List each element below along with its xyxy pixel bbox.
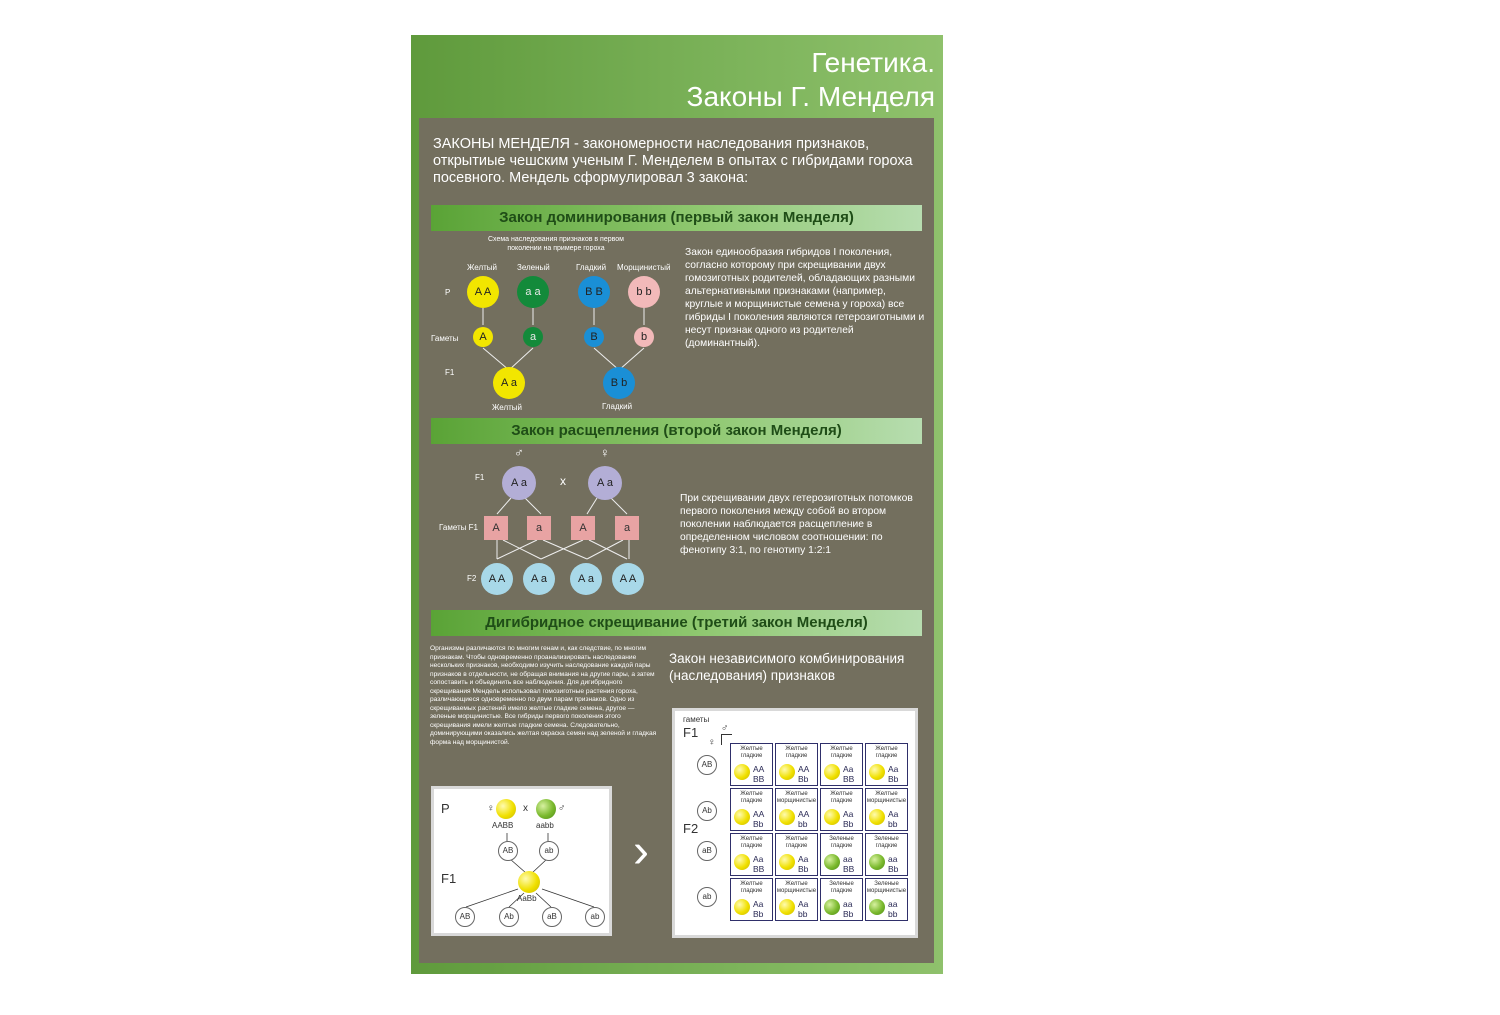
f2-offspring-circle: A A: [481, 563, 513, 595]
hybrid-pea-icon: [518, 871, 540, 893]
scheme-male-symbol: ♂: [558, 803, 566, 814]
law3-heading: Дигибридное скрещивание (третий закон Менделя): [431, 610, 922, 636]
punnett-cell-genotype: aa Bb: [843, 899, 854, 919]
content-panel: [419, 118, 934, 963]
title-line-2: Законы Г. Менделя: [686, 81, 935, 112]
punnett-cell-phenotype: Желтые морщинистые: [776, 791, 817, 804]
punnett-cell: [730, 878, 773, 921]
punnett-cell-phenotype: Желтые гладкие: [785, 836, 808, 849]
yellow-pea-icon: [779, 764, 795, 780]
punnett-gametes-label: гаметы: [683, 715, 710, 724]
law2-text: При скрещивании двух гетерозиготных потомков первого поколения между собой во втором поколении наблюдается расщепление в определенном числовом соотношении: по фенотипу 3:1, по генотипу 1:2:1: [680, 493, 913, 556]
cross-sign: x: [560, 474, 566, 488]
punnett-cell: [865, 878, 908, 921]
f2-offspring-circle: A A: [612, 563, 644, 595]
f1-yellow-label: Желтый: [492, 403, 523, 412]
punnett-f2-label: F2: [683, 821, 699, 836]
punnett-cell-genotype: Aa Bb: [888, 764, 899, 784]
punnett-cell: [820, 788, 863, 831]
parent2-genotype: aabb: [536, 821, 554, 830]
f1-gamete-circle: AB: [455, 907, 475, 927]
trait-green-label: Зеленый: [517, 263, 550, 272]
punnett-cell-genotype: aa BB: [843, 854, 855, 874]
green-pea-icon: [536, 799, 556, 819]
male-symbol: ♂: [514, 445, 524, 460]
parent-yellow-circle: A A: [467, 276, 499, 308]
punnett-cell-phenotype: Желтые гладкие: [875, 746, 898, 759]
punnett-cell-phenotype: Зеленые морщинистые: [866, 881, 907, 894]
punnett-cell: [730, 743, 773, 786]
punnett-cell-phenotype: Желтые гладкие: [785, 746, 808, 759]
punnett-cell: [730, 833, 773, 876]
trait-yellow-label: Желтый: [467, 263, 498, 272]
punnett-cell: [820, 743, 863, 786]
punnett-cell-phenotype: Желтые гладкие: [740, 881, 763, 894]
law2-row-f2: F2: [467, 574, 477, 583]
yellow-pea-icon: [734, 854, 750, 870]
punnett-cell-phenotype: Желтые гладкие: [830, 791, 853, 804]
punnett-cell-genotype: Aa Bb: [753, 899, 764, 919]
law3-text: Организмы различаются по многим генам и, как следствие, по многим признакам. Чтобы одновременно проанализировать наследование нескольких признаков, необходимо изучить наследование каждой пары признаков в отдельности, не обращая внимания на другие пары, а затем сопоставить и объединить все наблюдения. Для дигибридного скрещивания Мендель использовал гомозиготные растения гороха, различающиеся одновременно по двум парам признаков. Одно из скрещиваемых растений имело желтые гладкие семена, другое — зеленые морщинистые. Все гибриды первого поколения этого скрещивания имели желтые гладкие семена. Следовательно, доминирующими оказались желтая окраска семян над зеленой и гладкая форма над морщинистой.: [430, 645, 657, 746]
yellow-pea-icon: [779, 854, 795, 870]
law3-law-name: Закон независимого комбинирования (наследования) признаков: [669, 651, 905, 683]
law2-row-f1: F1: [475, 473, 485, 482]
punnett-cell-phenotype: Зеленые гладкие: [829, 881, 854, 894]
yellow-pea-icon: [734, 809, 750, 825]
f2-offspring-circle: A a: [523, 563, 555, 595]
punnett-cell: [820, 833, 863, 876]
punnett-cell-phenotype: Желтые морщинистые: [776, 881, 817, 894]
punnett-row-gamete: AB: [697, 755, 717, 775]
scheme-female-symbol: ♀: [487, 803, 495, 814]
punnett-f1-label: F1: [683, 725, 699, 740]
punnett-cell-phenotype: Желтые гладкие: [740, 836, 763, 849]
yellow-pea-icon: [779, 899, 795, 915]
trait-smooth-label: Гладкий: [576, 263, 607, 272]
parent-smooth-circle: B B: [578, 276, 610, 308]
green-pea-icon: [824, 854, 840, 870]
punnett-cell-genotype: Aa Bb: [798, 854, 809, 874]
law1-scheme-caption: Схема наследования признаков в первом поколении на примере гороха: [488, 236, 624, 252]
trait-wrinkled-label: Морщинистый: [617, 263, 671, 272]
scheme-gamete-circle: ab: [539, 841, 559, 861]
row-gametes-label: Гаметы: [431, 334, 459, 343]
poster: [411, 35, 943, 974]
punnett-cell: [775, 788, 818, 831]
gamete-b-circle: b: [634, 327, 654, 347]
f1-smooth-circle: B b: [603, 367, 635, 399]
scheme-gamete-circle: AB: [498, 841, 518, 861]
punnett-cell: [820, 878, 863, 921]
punnett-cell: [775, 878, 818, 921]
punnett-cell-genotype: Aa Bb: [843, 809, 854, 829]
f1-yellow-circle: A a: [493, 367, 525, 399]
arrow-right-icon: ›: [633, 825, 649, 878]
f2-offspring-circle: A a: [570, 563, 602, 595]
punnett-box: [672, 708, 918, 938]
row-p-label: P: [445, 288, 451, 297]
f1-gamete-circle: Ab: [499, 907, 519, 927]
gamete-A-circle: A: [473, 327, 493, 347]
punnett-row-gamete: ab: [697, 887, 717, 907]
yellow-pea-icon: [496, 799, 516, 819]
yellow-pea-icon: [779, 809, 795, 825]
scheme-f1-label: F1: [441, 871, 457, 886]
yellow-pea-icon: [824, 809, 840, 825]
yellow-pea-icon: [734, 899, 750, 915]
f1-gamete-circle: ab: [585, 907, 605, 927]
f1-smooth-label: Гладкий: [602, 402, 633, 411]
punnett-cell-phenotype: Желтые гладкие: [740, 746, 763, 759]
gamete-B-circle: B: [584, 327, 604, 347]
punnett-cell: [865, 788, 908, 831]
row-f1-label: F1: [445, 368, 455, 377]
punnett-cell-genotype: Aa bb: [888, 809, 899, 829]
f1-parent-2: A a: [588, 466, 622, 500]
intro-text: ЗАКОНЫ МЕНДЕЛЯ - закономерности наследования признаков, открытиые чешским ученым Г. Менделем в опытах с гибридами гороха посевного. Мендель сформулировал 3 закона:: [433, 136, 913, 186]
gamete-square: a: [615, 516, 639, 540]
punnett-row-gamete: aB: [697, 841, 717, 861]
gamete-square: A: [571, 516, 595, 540]
punnett-cell-phenotype: Желтые гладкие: [830, 746, 853, 759]
punnett-cell: [775, 743, 818, 786]
female-symbol: ♀: [600, 445, 610, 460]
scheme-cross-sign: x: [523, 803, 528, 814]
green-pea-icon: [824, 899, 840, 915]
punnett-cell-phenotype: Зеленые гладкие: [874, 836, 899, 849]
punnett-cell: [730, 788, 773, 831]
gamete-square: A: [484, 516, 508, 540]
punnett-cell-genotype: aa bb: [888, 899, 898, 919]
parent-wrinkled-circle: b b: [628, 276, 660, 308]
yellow-pea-icon: [824, 764, 840, 780]
law1-text: Закон единообразия гибридов I поколения, согласно которому при скрещивании двух гомозиготных родителей, обладающих разными альтернативными признаками (например, круглые и морщинистые семена у гороха) все гибриды I поколения являются гетерозиготными и несут признак одного из родителей (доминантный).: [685, 247, 925, 349]
law2-heading: Закон расщепления (второй закон Менделя): [431, 418, 922, 444]
hybrid-genotype: AaBb: [517, 894, 537, 903]
parent-green-circle: a a: [517, 276, 549, 308]
yellow-pea-icon: [869, 809, 885, 825]
punnett-cell-genotype: Aa bb: [798, 899, 809, 919]
punnett-cell: [865, 833, 908, 876]
scheme-p-label: P: [441, 801, 450, 816]
punnett-cell-phenotype: Желтые морщинистые: [866, 791, 907, 804]
punnett-cell: [775, 833, 818, 876]
punnett-cell-genotype: Aa BB: [843, 764, 855, 784]
punnett-cell-genotype: aa Bb: [888, 854, 899, 874]
dihybrid-scheme-box: [431, 786, 612, 936]
law2-row-gametes: Гаметы F1: [439, 523, 478, 532]
punnett-cell-genotype: AA bb: [798, 809, 810, 829]
gamete-square: a: [527, 516, 551, 540]
gamete-a-circle: a: [523, 327, 543, 347]
punnett-grid: [730, 743, 910, 923]
title-line-1: Генетика.: [811, 47, 935, 78]
punnett-cell: [865, 743, 908, 786]
punnett-cell-phenotype: Зеленые гладкие: [829, 836, 854, 849]
f1-gamete-circle: aB: [542, 907, 562, 927]
punnett-cell-genotype: AA Bb: [753, 809, 765, 829]
yellow-pea-icon: [734, 764, 750, 780]
punnett-cell-genotype: AA Bb: [798, 764, 810, 784]
yellow-pea-icon: [869, 764, 885, 780]
green-pea-icon: [869, 854, 885, 870]
parent1-genotype: AABB: [492, 821, 514, 830]
punnett-cell-phenotype: Желтые гладкие: [740, 791, 763, 804]
green-pea-icon: [869, 899, 885, 915]
punnett-cell-genotype: AA BB: [753, 764, 765, 784]
punnett-male-symbol: ♂: [721, 723, 729, 734]
f1-parent-1: A a: [502, 466, 536, 500]
punnett-cell-genotype: Aa BB: [753, 854, 765, 874]
punnett-row-gamete: Ab: [697, 801, 717, 821]
punnett-female-symbol: ♀: [708, 737, 716, 748]
law1-heading: Закон доминирования (первый закон Менделя): [431, 205, 922, 231]
